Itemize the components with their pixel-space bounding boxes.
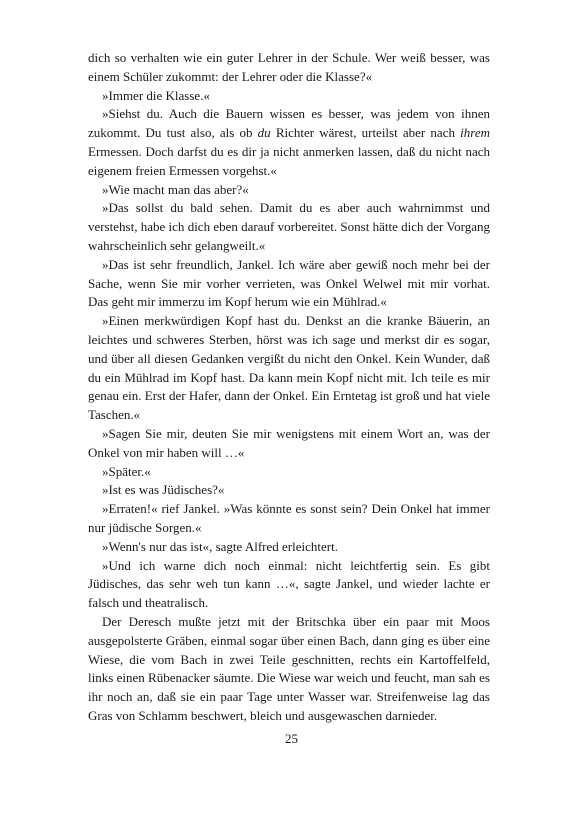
- text-run: »Siehst du. Auch die Bauern wissen es besser, was jedem von ihnen zukommt. Du tust also, als ob: [88, 106, 490, 141]
- paragraph: [88, 87, 490, 106]
- text-run: dich so verhalten wie ein guter Lehrer in der Schule. Wer weiß besser, was einem Schüler zukommt: der Lehrer oder die Klasse?«: [88, 50, 490, 84]
- text-run: »Einen merkwürdigen Kopf hast du. Denkst an die kranke Bäuerin, an leichtes und schweres Sterben, hörst was ich sage und merkst dir es sogar, und über all diesen Gedanken vergißt du nicht den Onkel. Kein Wunder, daß du ein Mühlrad im Kopf hast. Da kann mein Kopf nicht mit. Ich teile es mir genau ein. Erst der Hafer, dann der Onkel. Ein Erntetag ist groß und hat viele Taschen.«: [88, 313, 490, 423]
- text-run: Ermessen. Doch darfst du es dir ja nicht anmerken lassen, daß du nicht nach eigenem freien Ermessen vorgehst.«: [88, 143, 490, 178]
- emphasized-text: ihrem: [460, 125, 490, 141]
- paragraph: [88, 481, 490, 500]
- text-run: »Das sollst du bald sehen. Damit du es aber auch wahrnimmst und verstehst, habe ich dich eben darauf vorbereitet. Sonst hätte dich der Vorgang wahrscheinlich sehr gelangweilt.«: [88, 200, 490, 253]
- paragraph: [88, 500, 490, 538]
- text-run: »Wenn's nur das ist«, sagte Alfred erleichtert.: [102, 538, 338, 554]
- page-number: 25: [285, 731, 298, 746]
- text-run: »Das ist sehr freundlich, Jankel. Ich wäre aber gewiß noch mehr bei der Sache, wenn Sie mir vorher verrieten, was Onkel Welwel mit mir vorhat. Das geht mir immerzu im Kopf herum wie ein Mühlrad.«: [88, 256, 490, 310]
- text-run: »Sagen Sie mir, deuten Sie mir wenigstens mit einem Wort an, was der Onkel von mir haben will …«: [88, 425, 490, 460]
- paragraph: [88, 49, 490, 87]
- text-run: »Immer die Klasse.«: [102, 87, 210, 103]
- text-run: »Später.«: [102, 463, 151, 479]
- paragraph: [88, 538, 490, 557]
- paragraph: [88, 557, 490, 613]
- emphasized-text: du: [257, 125, 271, 141]
- text-run: »Wie macht man das aber?«: [102, 181, 249, 197]
- paragraph: [88, 105, 490, 180]
- paragraph: [88, 425, 490, 463]
- paragraph: [88, 181, 490, 200]
- text-run: »Erraten!« rief Jankel. »Was könnte es sonst sein? Dein Onkel hat immer nur jüdische Sorgen.«: [88, 501, 490, 535]
- text-run: Der Deresch mußte jetzt mit der Britschka über ein paar mit Moos ausgepolsterte Gräben, einmal sogar über einen Bach, dann ging es über eine Wiese, die vom Bach in zwei Teile geschnitten, rechts ein Kartoffelfeld, links einen Rübenacker säumte. Die Wiese war weich und feucht, man sah es ihr noch an, daß sie ein paar Tage unter Wasser war. Streifenweise lag das Gras von Schlamm beschwert, bleich und ausgewaschen darnieder.: [88, 613, 490, 723]
- paragraph: [88, 463, 490, 482]
- paragraph: [88, 256, 490, 312]
- paragraph: [88, 312, 490, 425]
- paragraph: [88, 613, 490, 726]
- text-run: »Ist es was Jüdisches?«: [102, 482, 225, 498]
- body-text: [88, 49, 490, 726]
- paragraph: [88, 199, 490, 255]
- text-run: Richter wärest, urteilst aber nach: [270, 125, 461, 141]
- text-run: »Und ich warne dich noch einmal: nicht leichtfertig sein. Es gibt Jüdisches, das sehr weh tun kann …«, sagte Jankel, und wieder lachte er falsch und theatralisch.: [88, 557, 490, 611]
